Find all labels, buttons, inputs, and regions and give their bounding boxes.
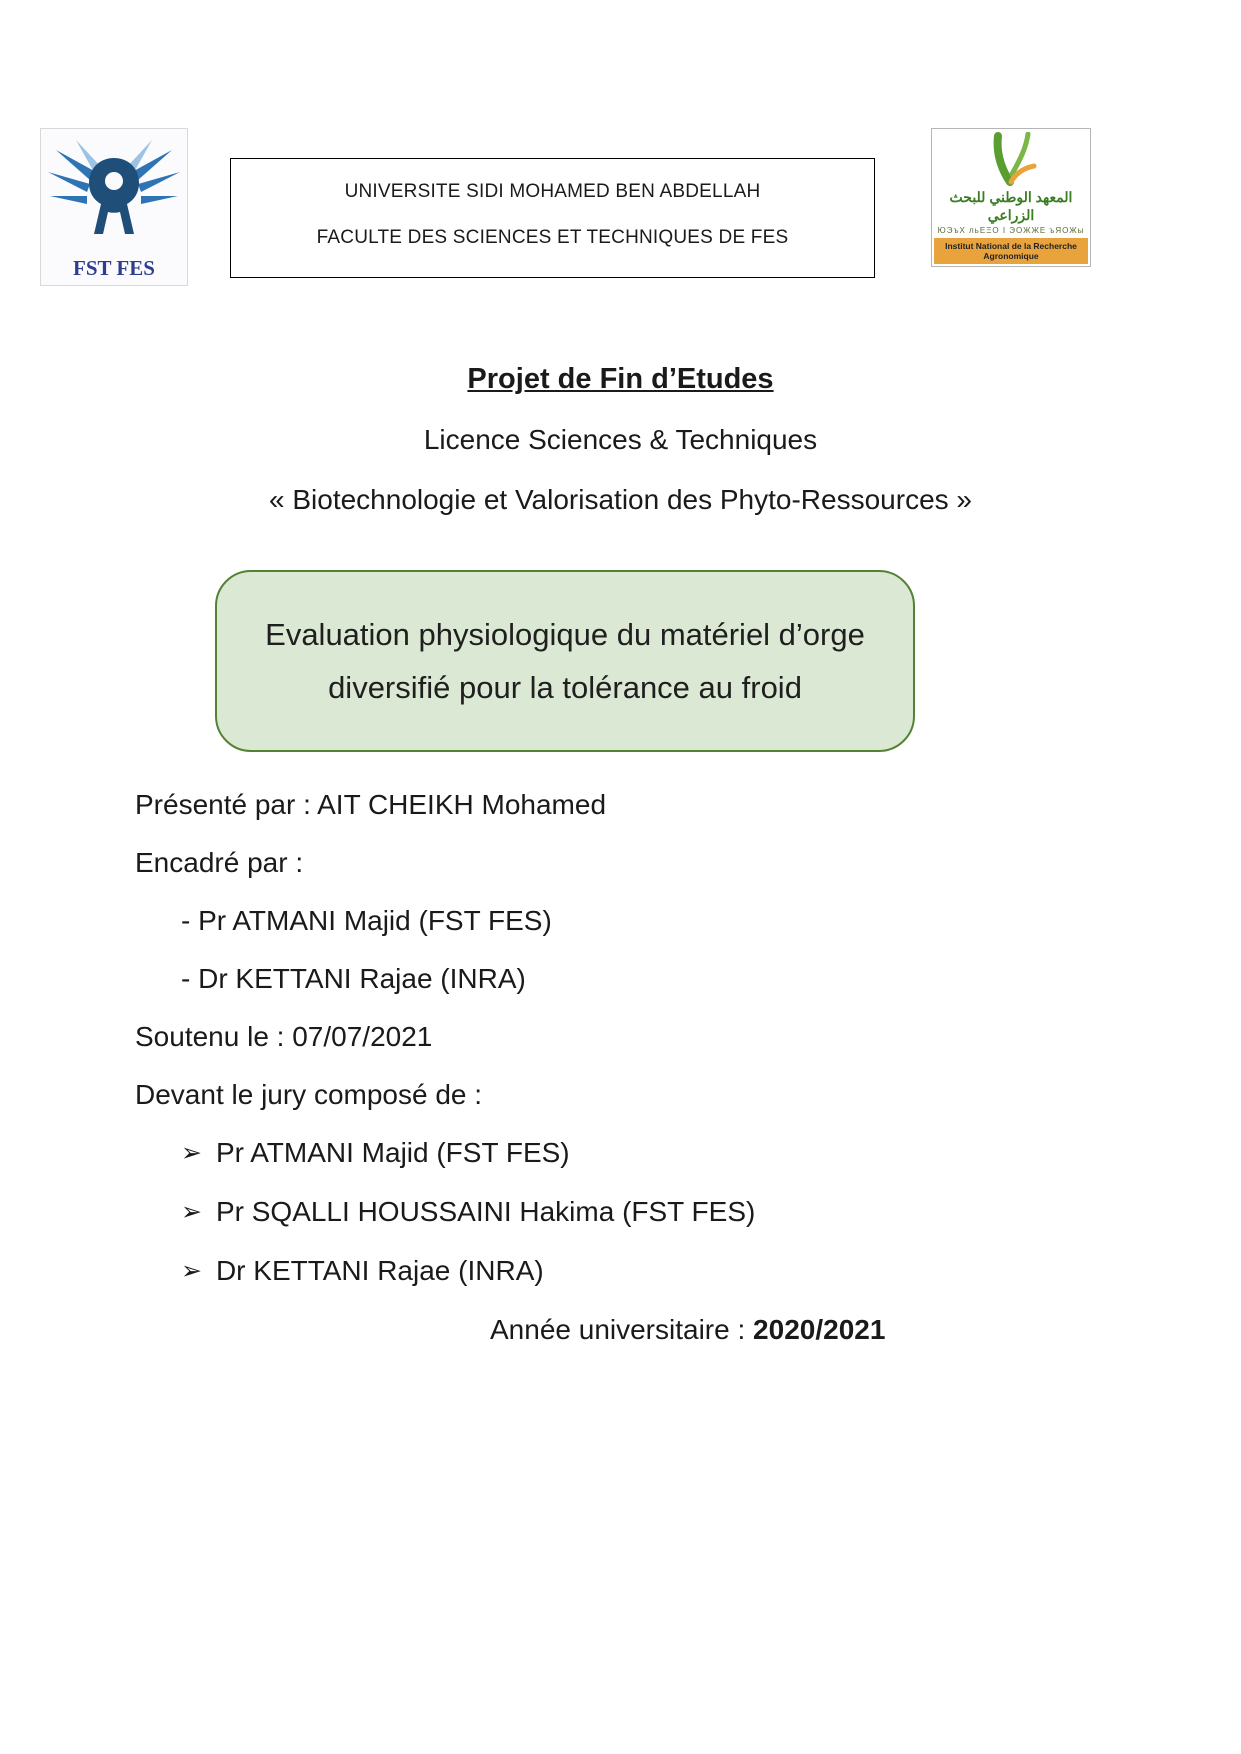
faculty-name: FACULTE DES SCIENCES ET TECHNIQUES DE FES xyxy=(316,227,789,248)
jury-member-name: Pr ATMANI Majid (FST FES) xyxy=(215,1137,570,1168)
arrow-bullet-icon: ➢ xyxy=(181,1257,202,1285)
thesis-title: Evaluation physiologique du matériel d’orge diversifié pour la tolérance au froid xyxy=(265,617,865,705)
jury-member xyxy=(181,1136,1241,1171)
arrow-bullet-icon: ➢ xyxy=(181,1198,202,1226)
details-section xyxy=(135,788,1241,1347)
inra-logo xyxy=(931,128,1091,267)
fst-fes-logo xyxy=(40,128,188,291)
fst-logo-graphic xyxy=(40,128,188,286)
titles-section xyxy=(0,363,1241,516)
degree-title: Licence Sciences & Techniques xyxy=(423,424,818,455)
jury-member-name: Pr SQALLI HOUSSAINI Hakima (FST FES) xyxy=(215,1196,756,1227)
inra-arabic-name: المعهد الوطني للبحث الزراعي xyxy=(949,189,1073,223)
supervisor-item: - Pr ATMANI Majid (FST FES) xyxy=(181,905,552,936)
inra-french-name: Institut National de la Recherche Agronomique xyxy=(934,238,1088,264)
specialty-title: « Biotechnologie et Valorisation des Phyto-Ressources » xyxy=(269,484,972,515)
academic-year-value: 2020/2021 xyxy=(753,1314,886,1345)
jury-label: Devant le jury composé de : xyxy=(135,1079,483,1110)
header xyxy=(0,0,1241,291)
defense-date-line: Soutenu le : 07/07/2021 xyxy=(135,1021,433,1052)
jury-member xyxy=(181,1195,1241,1230)
supervised-by-label: Encadré par : xyxy=(135,847,304,878)
fst-logo-text: FST FES xyxy=(73,256,155,280)
inra-glyph-line: ЮЭъX льЕΞО I ЭОЖЖЕ ъЯОЖы xyxy=(937,226,1085,235)
academic-year-line xyxy=(490,1313,1241,1347)
project-title: Projet de Fin d’Etudes xyxy=(467,363,774,395)
inra-logo-graphic xyxy=(974,132,1048,188)
jury-member xyxy=(181,1254,1241,1289)
thesis-title-box xyxy=(215,570,915,752)
academic-year-label: Année universitaire : xyxy=(490,1314,754,1345)
university-box xyxy=(230,158,875,278)
supervisor-item: - Dr KETTANI Rajae (INRA) xyxy=(181,963,526,994)
jury-member-name: Dr KETTANI Rajae (INRA) xyxy=(215,1255,544,1286)
university-name: UNIVERSITE SIDI MOHAMED BEN ABDELLAH xyxy=(344,181,761,202)
presented-by-line: Présenté par : AIT CHEIKH Mohamed xyxy=(135,789,607,820)
arrow-bullet-icon: ➢ xyxy=(181,1139,202,1167)
